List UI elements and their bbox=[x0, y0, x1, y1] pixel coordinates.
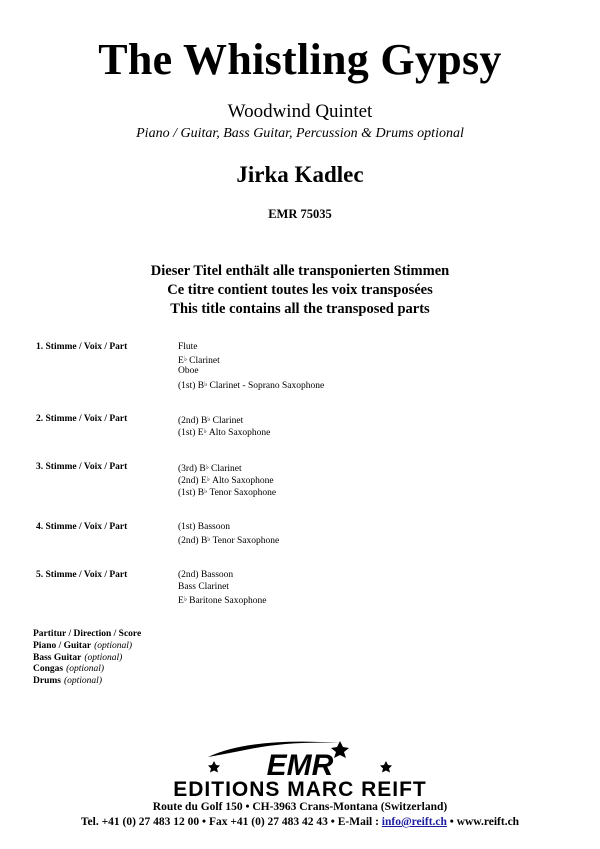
part-instruments bbox=[178, 341, 324, 390]
instrument-prefix: (1st) bbox=[178, 488, 198, 499]
flat-icon: ♭ bbox=[207, 415, 211, 423]
instrument-name: Oboe bbox=[178, 366, 199, 377]
flat-icon: ♭ bbox=[207, 535, 211, 544]
instrument-key: B bbox=[200, 416, 208, 426]
instrument-prefix: (2nd) bbox=[178, 570, 201, 580]
flat-icon: ♭ bbox=[206, 475, 211, 484]
extra-part-item bbox=[33, 629, 141, 641]
instrument-item bbox=[178, 365, 324, 377]
instrument-prefix: (1st) bbox=[178, 522, 198, 532]
logo-text: EMR bbox=[266, 749, 334, 782]
contact-separator: • bbox=[446, 816, 457, 828]
extra-part-note: (optional) bbox=[94, 640, 133, 651]
part-instruments bbox=[178, 461, 276, 498]
instrument-name: Clarinet bbox=[212, 416, 244, 426]
instrument-key: B bbox=[200, 536, 208, 547]
extra-part-item bbox=[33, 664, 141, 676]
publisher-address: Route du Golf 150 • CH-3963 Crans-Montana (Switzerland) bbox=[152, 801, 448, 813]
instrument-item bbox=[178, 581, 266, 593]
extra-part-name: Congas bbox=[33, 664, 64, 675]
instrument-prefix: (1st) bbox=[178, 428, 198, 439]
instrument-name: Alto Saxophone bbox=[208, 428, 271, 439]
extra-part-note: (optional) bbox=[84, 652, 123, 663]
part-label: 1. Stimme / Voix / Part bbox=[36, 342, 128, 352]
notice-german: Dieser Titel enthält alle transponierten Stimmen bbox=[150, 263, 450, 279]
extra-part-name: Partitur / Direction / Score bbox=[33, 629, 142, 639]
website-link[interactable]: www.reift.ch bbox=[456, 816, 520, 828]
extra-part-note: (optional) bbox=[66, 664, 105, 675]
part-label: 4. Stimme / Voix / Part bbox=[36, 522, 128, 532]
instrument-key: E bbox=[200, 476, 207, 487]
instrument-prefix: (2nd) bbox=[178, 536, 201, 547]
part-instruments bbox=[178, 521, 279, 545]
subtitle: Woodwind Quintet bbox=[227, 101, 373, 122]
flat-icon: ♭ bbox=[204, 379, 208, 388]
contact-tel-fax: Tel. +41 (0) 27 483 12 00 • Fax +41 (0) 27 483 42 43 • E-Mail : bbox=[80, 816, 382, 828]
instrument-name: Tenor Saxophone bbox=[209, 488, 277, 499]
part-label: 3. Stimme / Voix / Part bbox=[36, 462, 128, 472]
extras-list bbox=[33, 629, 141, 688]
flat-icon: ♭ bbox=[204, 487, 208, 496]
extra-part-name: Bass Guitar bbox=[33, 652, 82, 663]
notice-french: Ce titre contient toutes les voix transposées bbox=[167, 282, 433, 298]
instrument-key: E bbox=[178, 356, 184, 367]
notice-english: This title contains all the transposed parts bbox=[170, 301, 430, 317]
instrument-name: Clarinet bbox=[211, 464, 242, 474]
composer-name: Jirka Kadlec bbox=[236, 162, 364, 187]
instrument-name: Bassoon bbox=[200, 570, 234, 580]
flat-icon: ♭ bbox=[183, 595, 188, 604]
instrument-item bbox=[178, 378, 324, 390]
extra-part-name: Drums bbox=[33, 676, 61, 687]
extra-part-item bbox=[33, 676, 141, 688]
instrument-name: Tenor Saxophone bbox=[212, 536, 280, 547]
extra-part-item bbox=[33, 653, 141, 665]
part-instruments bbox=[178, 569, 266, 606]
instrument-item bbox=[178, 485, 276, 497]
catalog-number: EMR 75035 bbox=[268, 207, 332, 221]
instrument-key: B bbox=[199, 464, 206, 474]
instrument-item bbox=[178, 593, 266, 605]
instrument-item bbox=[178, 473, 276, 485]
instrument-key: E bbox=[178, 596, 184, 607]
extra-part-note: (optional) bbox=[63, 676, 102, 687]
instrument-name: Clarinet - Soprano Saxophone bbox=[209, 380, 325, 391]
instrument-key: B bbox=[197, 380, 205, 391]
extra-part-item bbox=[33, 641, 141, 653]
instrument-item bbox=[178, 341, 324, 353]
instrument-item bbox=[178, 425, 270, 437]
part-instruments bbox=[178, 413, 270, 437]
instrument-prefix: (2nd) bbox=[178, 476, 201, 487]
instrument-prefix: (1st) bbox=[178, 380, 198, 391]
instrument-item bbox=[178, 521, 279, 533]
flat-icon: ♭ bbox=[203, 427, 207, 436]
extra-part-name: Piano / Guitar bbox=[33, 640, 92, 651]
publisher-name: EDITIONS MARC REIFT bbox=[173, 778, 427, 801]
flat-icon: ♭ bbox=[205, 463, 210, 471]
instrument-item bbox=[178, 461, 276, 473]
publisher-contact bbox=[0, 815, 600, 829]
instrument-name: Bassoon bbox=[197, 522, 230, 532]
instrument-name: Baritone Saxophone bbox=[189, 596, 267, 607]
instrument-name: Bass Clarinet bbox=[178, 582, 229, 593]
part-label: 2. Stimme / Voix / Part bbox=[36, 414, 128, 424]
instrument-key: B bbox=[197, 488, 205, 499]
instrumentation-note: Piano / Guitar, Bass Guitar, Percussion & Drums optional bbox=[136, 126, 464, 141]
instrument-item bbox=[178, 533, 279, 545]
page-title: The Whistling Gypsy bbox=[98, 35, 502, 84]
instrument-name: Clarinet bbox=[189, 356, 220, 367]
instrument-prefix: (3rd) bbox=[178, 464, 200, 474]
instrument-name: Flute bbox=[178, 342, 198, 352]
instrument-name: Alto Saxophone bbox=[212, 476, 274, 487]
instrument-item bbox=[178, 569, 266, 581]
instrument-prefix: (2nd) bbox=[178, 416, 201, 426]
instrument-item bbox=[178, 413, 270, 425]
flat-icon: ♭ bbox=[183, 355, 188, 364]
instrument-key: E bbox=[197, 428, 204, 439]
part-label: 5. Stimme / Voix / Part bbox=[36, 570, 128, 580]
email-link[interactable]: info@reift.ch bbox=[381, 816, 447, 828]
instrument-item bbox=[178, 353, 324, 365]
